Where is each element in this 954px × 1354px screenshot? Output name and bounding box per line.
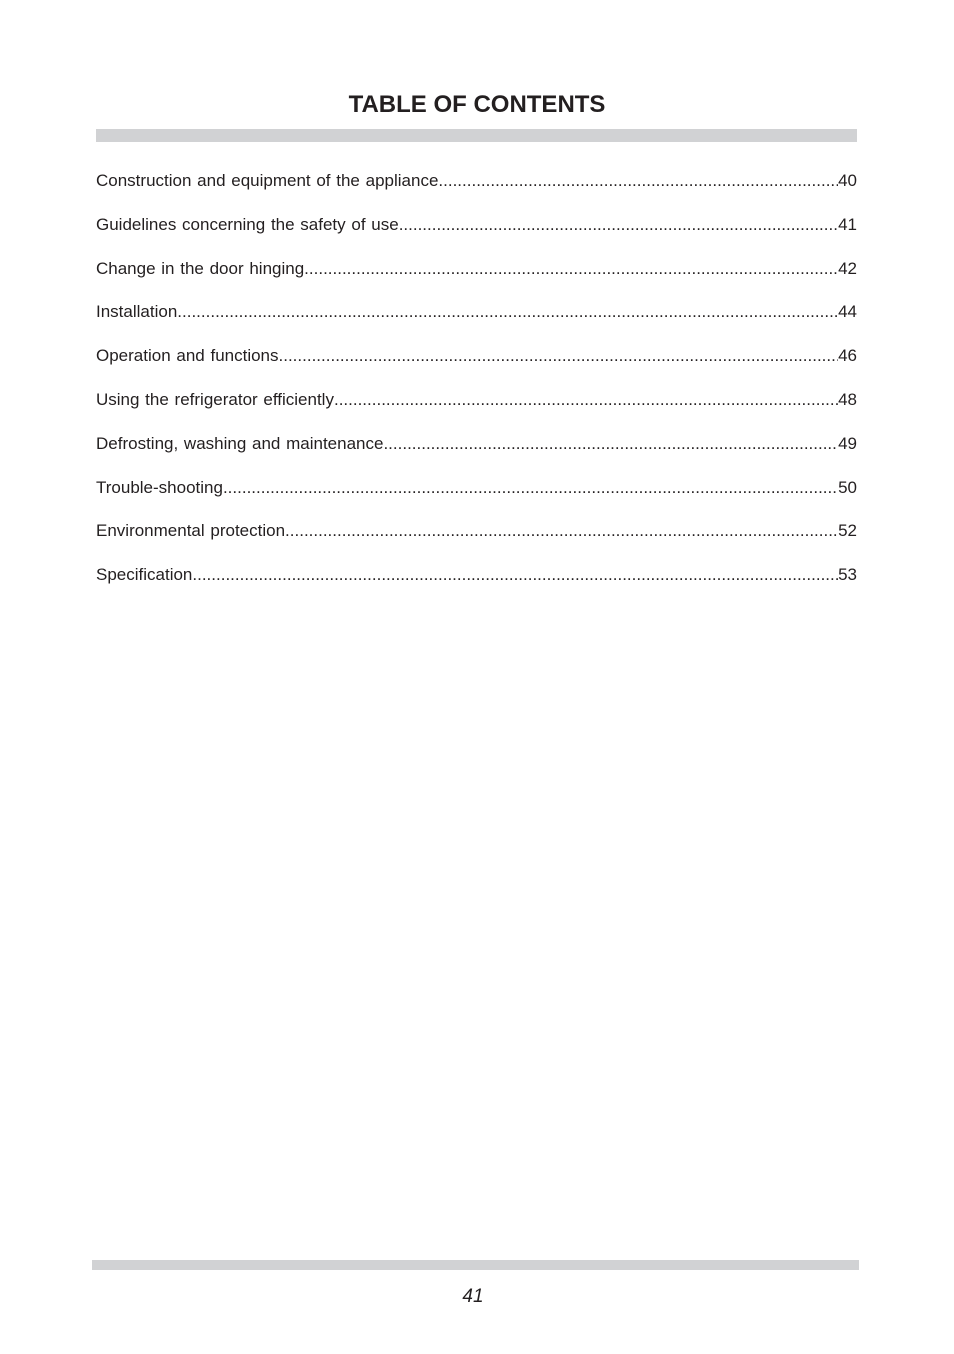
toc-entry-label: Construction and equipment of the appliance	[96, 171, 439, 190]
toc-entry-page: 50	[838, 477, 857, 497]
toc-entry[interactable]	[96, 212, 857, 256]
toc-entry-page: 42	[838, 258, 857, 278]
toc-entry-label: Guidelines concerning the safety of use	[96, 214, 399, 234]
page-number: 41	[462, 1286, 484, 1307]
toc-entry-page: 48	[838, 389, 857, 409]
toc-entry-page: 44	[838, 302, 857, 322]
toc-entry[interactable]	[96, 299, 857, 343]
table-of-contents	[96, 168, 857, 606]
toc-entry-page: 41	[838, 214, 857, 234]
toc-entry-label: Trouble-shooting	[96, 477, 223, 497]
toc-entry[interactable]	[96, 168, 857, 212]
toc-entry-label: Change in the door hinging	[96, 258, 305, 278]
toc-entry-page: 53	[838, 565, 857, 585]
toc-entry[interactable]	[96, 256, 857, 300]
toc-dot-leader	[285, 518, 838, 544]
toc-dot-leader	[383, 431, 838, 457]
toc-dot-leader	[223, 475, 838, 501]
toc-entry-label: Using the refrigerator efficiently	[96, 389, 334, 409]
toc-dot-leader	[399, 212, 838, 238]
toc-entry-page: 46	[838, 346, 857, 366]
toc-entry-page: 49	[838, 433, 857, 453]
toc-dot-leader	[438, 168, 838, 194]
toc-entry-label: Specification	[96, 565, 193, 585]
footer-divider	[92, 1260, 859, 1270]
toc-dot-leader	[334, 387, 838, 413]
toc-entry[interactable]	[96, 343, 857, 387]
toc-dot-leader	[192, 562, 838, 588]
toc-entry[interactable]	[96, 431, 857, 475]
toc-dot-leader	[304, 256, 838, 282]
toc-entry-label: Environmental protection	[96, 521, 286, 541]
toc-dot-leader	[279, 343, 839, 369]
toc-dot-leader	[177, 299, 838, 325]
header-divider	[96, 129, 857, 142]
toc-entry[interactable]	[96, 475, 857, 519]
toc-entry[interactable]	[96, 562, 857, 606]
page-title: TABLE OF CONTENTS	[348, 91, 606, 118]
toc-entry[interactable]	[96, 518, 857, 562]
toc-entry[interactable]	[96, 387, 857, 431]
toc-entry-page: 40	[838, 171, 857, 190]
toc-entry-label: Installation	[96, 302, 178, 322]
toc-entry-label: Defrosting, washing and maintenance	[96, 433, 384, 453]
toc-entry-page: 52	[838, 521, 857, 541]
toc-entry-label: Operation and functions	[96, 346, 279, 366]
